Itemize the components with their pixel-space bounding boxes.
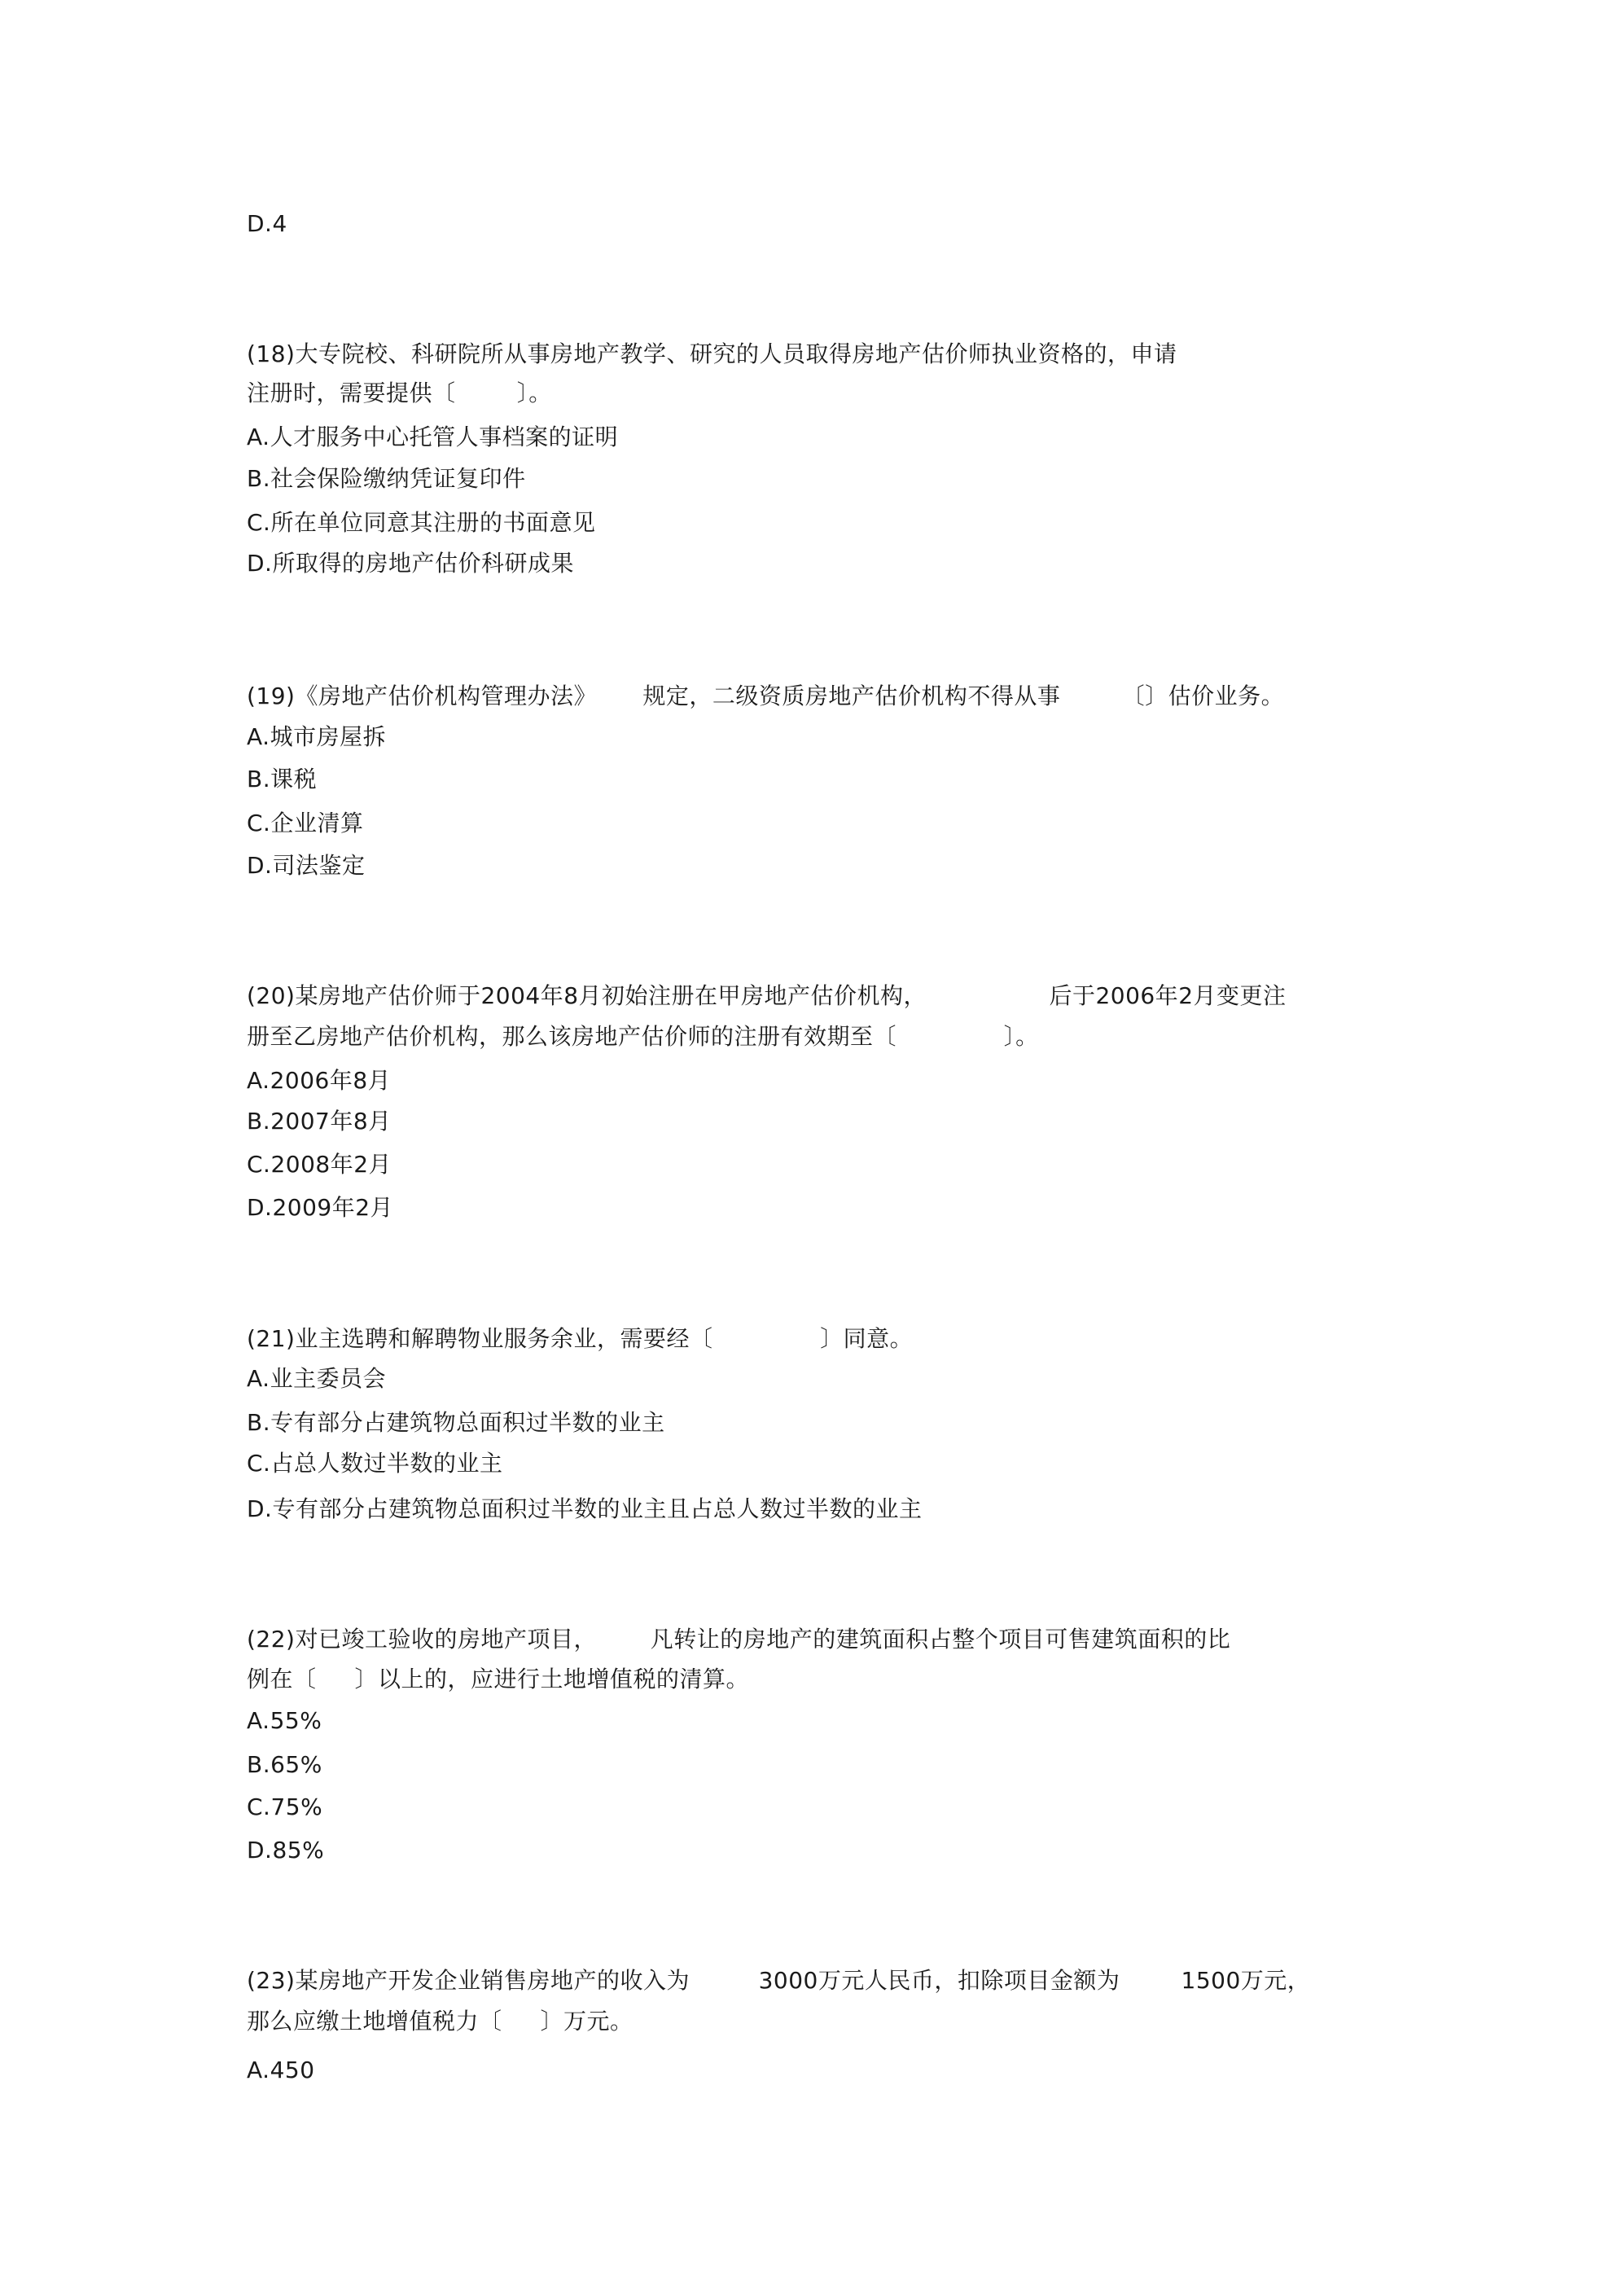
question-23-line-1: (23)某房地产开发企业销售房地产的收入为 3000万元人民币，扣除项目金额为 1500万元， [247,1967,1311,1994]
question-21-option-a: A.业主委员会 [247,1365,387,1392]
question-19-option-c: C.企业清算 [247,810,364,836]
question-18-option-c: C.所在单位同意其注册的书面意见 [247,509,596,536]
question-20-option-b: B.2007年8月 [247,1108,392,1135]
question-22-option-d: D.85% [247,1837,325,1864]
question-23-option-a: A.450 [247,2057,315,2083]
question-20-option-a: A.2006年8月 [247,1067,392,1094]
option-d-prev: D.4 [247,210,287,237]
question-18-option-d: D.所取得的房地产估价科研成果 [247,550,574,577]
question-20-option-c: C.2008年2月 [247,1151,392,1178]
question-19-option-b: B.课税 [247,766,318,792]
question-20-option-d: D.2009年2月 [247,1194,394,1221]
question-19-line-1: (19)《房地产估价机构管理办法》 规定，二级资质房地产估价机构不得从事 〔〕估价业务。 [247,683,1285,709]
question-23-line-2: 那么应缴土地增值税力〔 〕万元。 [247,2008,633,2035]
question-20-line-2: 册至乙房地产估价机构，那么该房地产估价师的注册有效期至〔 〕。 [247,1023,1039,1050]
question-21-line-1: (21)业主选聘和解聘物业服务余业，需要经〔 〕同意。 [247,1325,914,1352]
question-22-option-c: C.75% [247,1793,323,1820]
question-19-option-a: A.城市房屋拆 [247,723,387,750]
question-18-option-b: B.社会保险缴纳凭证复印件 [247,465,526,492]
question-21-option-b: B.专有部分占建筑物总面积过半数的业主 [247,1409,665,1436]
question-22-line-1: (22)对已竣工验收的房地产项目， 凡转让的房地产的建筑面积占整个项目可售建筑面积的比 [247,1626,1231,1653]
question-21-option-d: D.专有部分占建筑物总面积过半数的业主且占总人数过半数的业主 [247,1495,923,1522]
question-22-option-b: B.65% [247,1751,322,1778]
question-20-line-1: (20)某房地产估价师于2004年8月初始注册在甲房地产估价机构， 后于2006年2月变更注 [247,982,1287,1009]
question-18-line-2: 注册时，需要提供〔 〕。 [247,380,552,406]
question-22-option-a: A.55% [247,1707,322,1734]
question-21-option-c: C.占总人数过半数的业主 [247,1450,503,1477]
question-19-option-d: D.司法鉴定 [247,852,366,879]
question-22-line-2: 例在〔 〕以上的，应进行土地增值税的清算。 [247,1666,750,1692]
question-18-line-1: (18)大专院校、科研院所从事房地产教学、研究的人员取得房地产估价师执业资格的，申请 [247,340,1177,367]
question-18-option-a: A.人才服务中心托管人事档案的证明 [247,424,619,450]
